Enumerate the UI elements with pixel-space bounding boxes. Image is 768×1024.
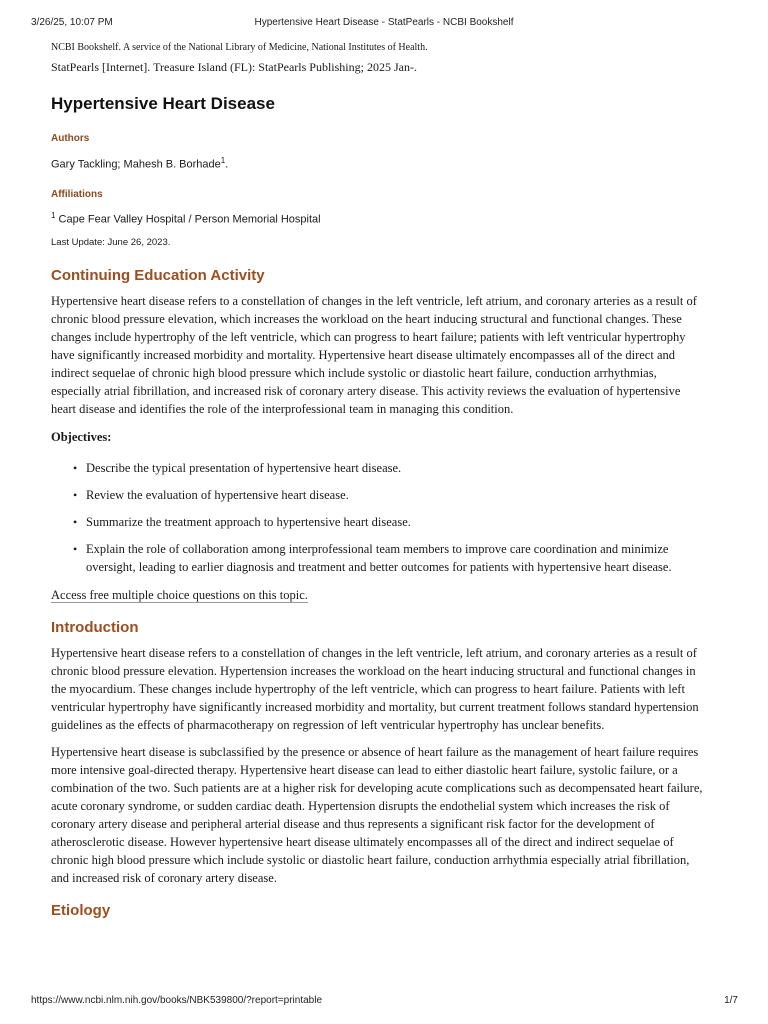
- print-footer: [0, 995, 768, 1009]
- last-update: Last Update: June 26, 2023.: [51, 237, 171, 249]
- page-title: Hypertensive Heart Disease: [51, 94, 275, 113]
- document-body: [51, 41, 707, 921]
- section-title-cea: Continuing Education Activity: [51, 267, 265, 285]
- print-page-title: Hypertensive Heart Disease - StatPearls - NCBI Bookshelf: [254, 17, 514, 28]
- authors-label: Authors: [51, 133, 90, 144]
- section-title-introduction: Introduction: [51, 619, 139, 637]
- affiliation-text: [51, 208, 707, 228]
- bullet-icon: •: [73, 542, 78, 557]
- affiliation-name: Cape Fear Valley Hospital / Person Memorial Hospital: [58, 213, 321, 226]
- objective-text: Describe the typical presentation of hypertensive heart disease.: [86, 461, 402, 476]
- objective-text: Explain the role of collaboration among interprofessional team members to improve care coordination and minimize oversight, leading to earlier diagnosis and treatment and better outcomes for patients with hypertensive heart disease.: [86, 542, 672, 575]
- bullet-icon: •: [73, 488, 78, 503]
- intro-paragraph-1: Hypertensive heart disease refers to a constellation of changes in the left ventricle, left atrium, and coronary arteries as a result of chronic blood pressure elevation. Hypertension increases the workload on the heart inducing structural and functional changes in the myocardium. These changes include hypertrophy of the left ventricle, which can progress to heart failure. Patients with left ventricular hypertrophy have significantly increased morbidity and mortality, but current treatment follows standard hypertension guidelines as the effects of pharmacotherapy on regression of left ventricular hypertrophy has unclear benefits.: [51, 646, 699, 733]
- citation: StatPearls [Internet]. Treasure Island (FL): StatPearls Publishing; 2025 Jan-.: [51, 60, 417, 74]
- authors-block: [51, 132, 707, 173]
- list-item: [73, 459, 707, 477]
- bullet-icon: •: [73, 515, 78, 530]
- author-affiliation-sup[interactable]: 1: [220, 156, 226, 165]
- list-item: [73, 486, 707, 504]
- print-datetime: 3/26/25, 10:07 PM: [31, 17, 113, 28]
- bullet-icon: •: [73, 461, 78, 476]
- affiliations-block: [51, 188, 707, 228]
- section-title-etiology: Etiology: [51, 902, 111, 920]
- affiliation-sup: 1: [51, 210, 56, 220]
- print-header: [0, 17, 768, 31]
- objective-text: Summarize the treatment approach to hypertensive heart disease.: [86, 515, 411, 530]
- cea-paragraph: Hypertensive heart disease refers to a constellation of changes in the left ventricle, left atrium, and coronary arteries as a result of chronic blood pressure elevation, which increases the workload on the heart inducing structural and functional changes. These changes include hypertrophy of the left ventricle, which can progress to heart failure; patients with left ventricular hypertrophy have significantly increased morbidity and mortality. Hypertensive heart disease ultimately encompasses all of the direct and indirect sequelae of chronic high blood pressure which include systolic or diastolic heart failure, conduction arrhythmias, especially atrial fibrillation, and increased risk of coronary artery disease. This activity reviews the evaluation of hypertensive heart disease and identifies the role of the interprofessional team in managing this condition.: [51, 294, 697, 417]
- objectives-list: [51, 459, 707, 576]
- list-item: [73, 540, 707, 576]
- mcq-paragraph: [51, 586, 707, 604]
- affiliations-label: Affiliations: [51, 188, 103, 200]
- mcq-link[interactable]: Access free multiple choice questions on this topic.: [51, 588, 308, 603]
- objective-text: Review the evaluation of hypertensive heart disease.: [86, 488, 349, 503]
- objectives-label: Objectives:: [51, 430, 112, 445]
- brand-line: NCBI Bookshelf. A service of the National Library of Medicine, National Institutes of Health.: [51, 42, 428, 53]
- authors-text: [51, 153, 707, 173]
- intro-paragraph-2: Hypertensive heart disease is subclassified by the presence or absence of heart failure as the management of heart failure requires more intensive goal-directed therapy. Hypertensive heart disease can lead to either diastolic heart failure, systolic failure, or a combination of the two. Such patients are at a higher risk for developing acute complications such as decompensated heart failure, acute coronary syndrome, or sudden cardiac death. Hypertension disrupts the endothelial system which increases the risk of coronary artery disease and peripheral arterial disease and thus represents a significant risk factor for the development of atherosclerotic disease. However hypertensive heart disease ultimately encompasses all of the direct and indirect sequelae of chronic high blood pressure which include systolic or diastolic heart failure, conduction arrhythmia especially atrial fibrillation, and increased risk of coronary artery disease.: [51, 745, 703, 886]
- authors-trailing: .: [225, 158, 229, 171]
- author-names[interactable]: Gary Tackling; Mahesh B. Borhade: [51, 158, 221, 171]
- list-item: [73, 513, 707, 531]
- print-url: https://www.ncbi.nlm.nih.gov/books/NBK539800/?report=printable: [31, 995, 323, 1006]
- page-number: 1/7: [724, 995, 738, 1006]
